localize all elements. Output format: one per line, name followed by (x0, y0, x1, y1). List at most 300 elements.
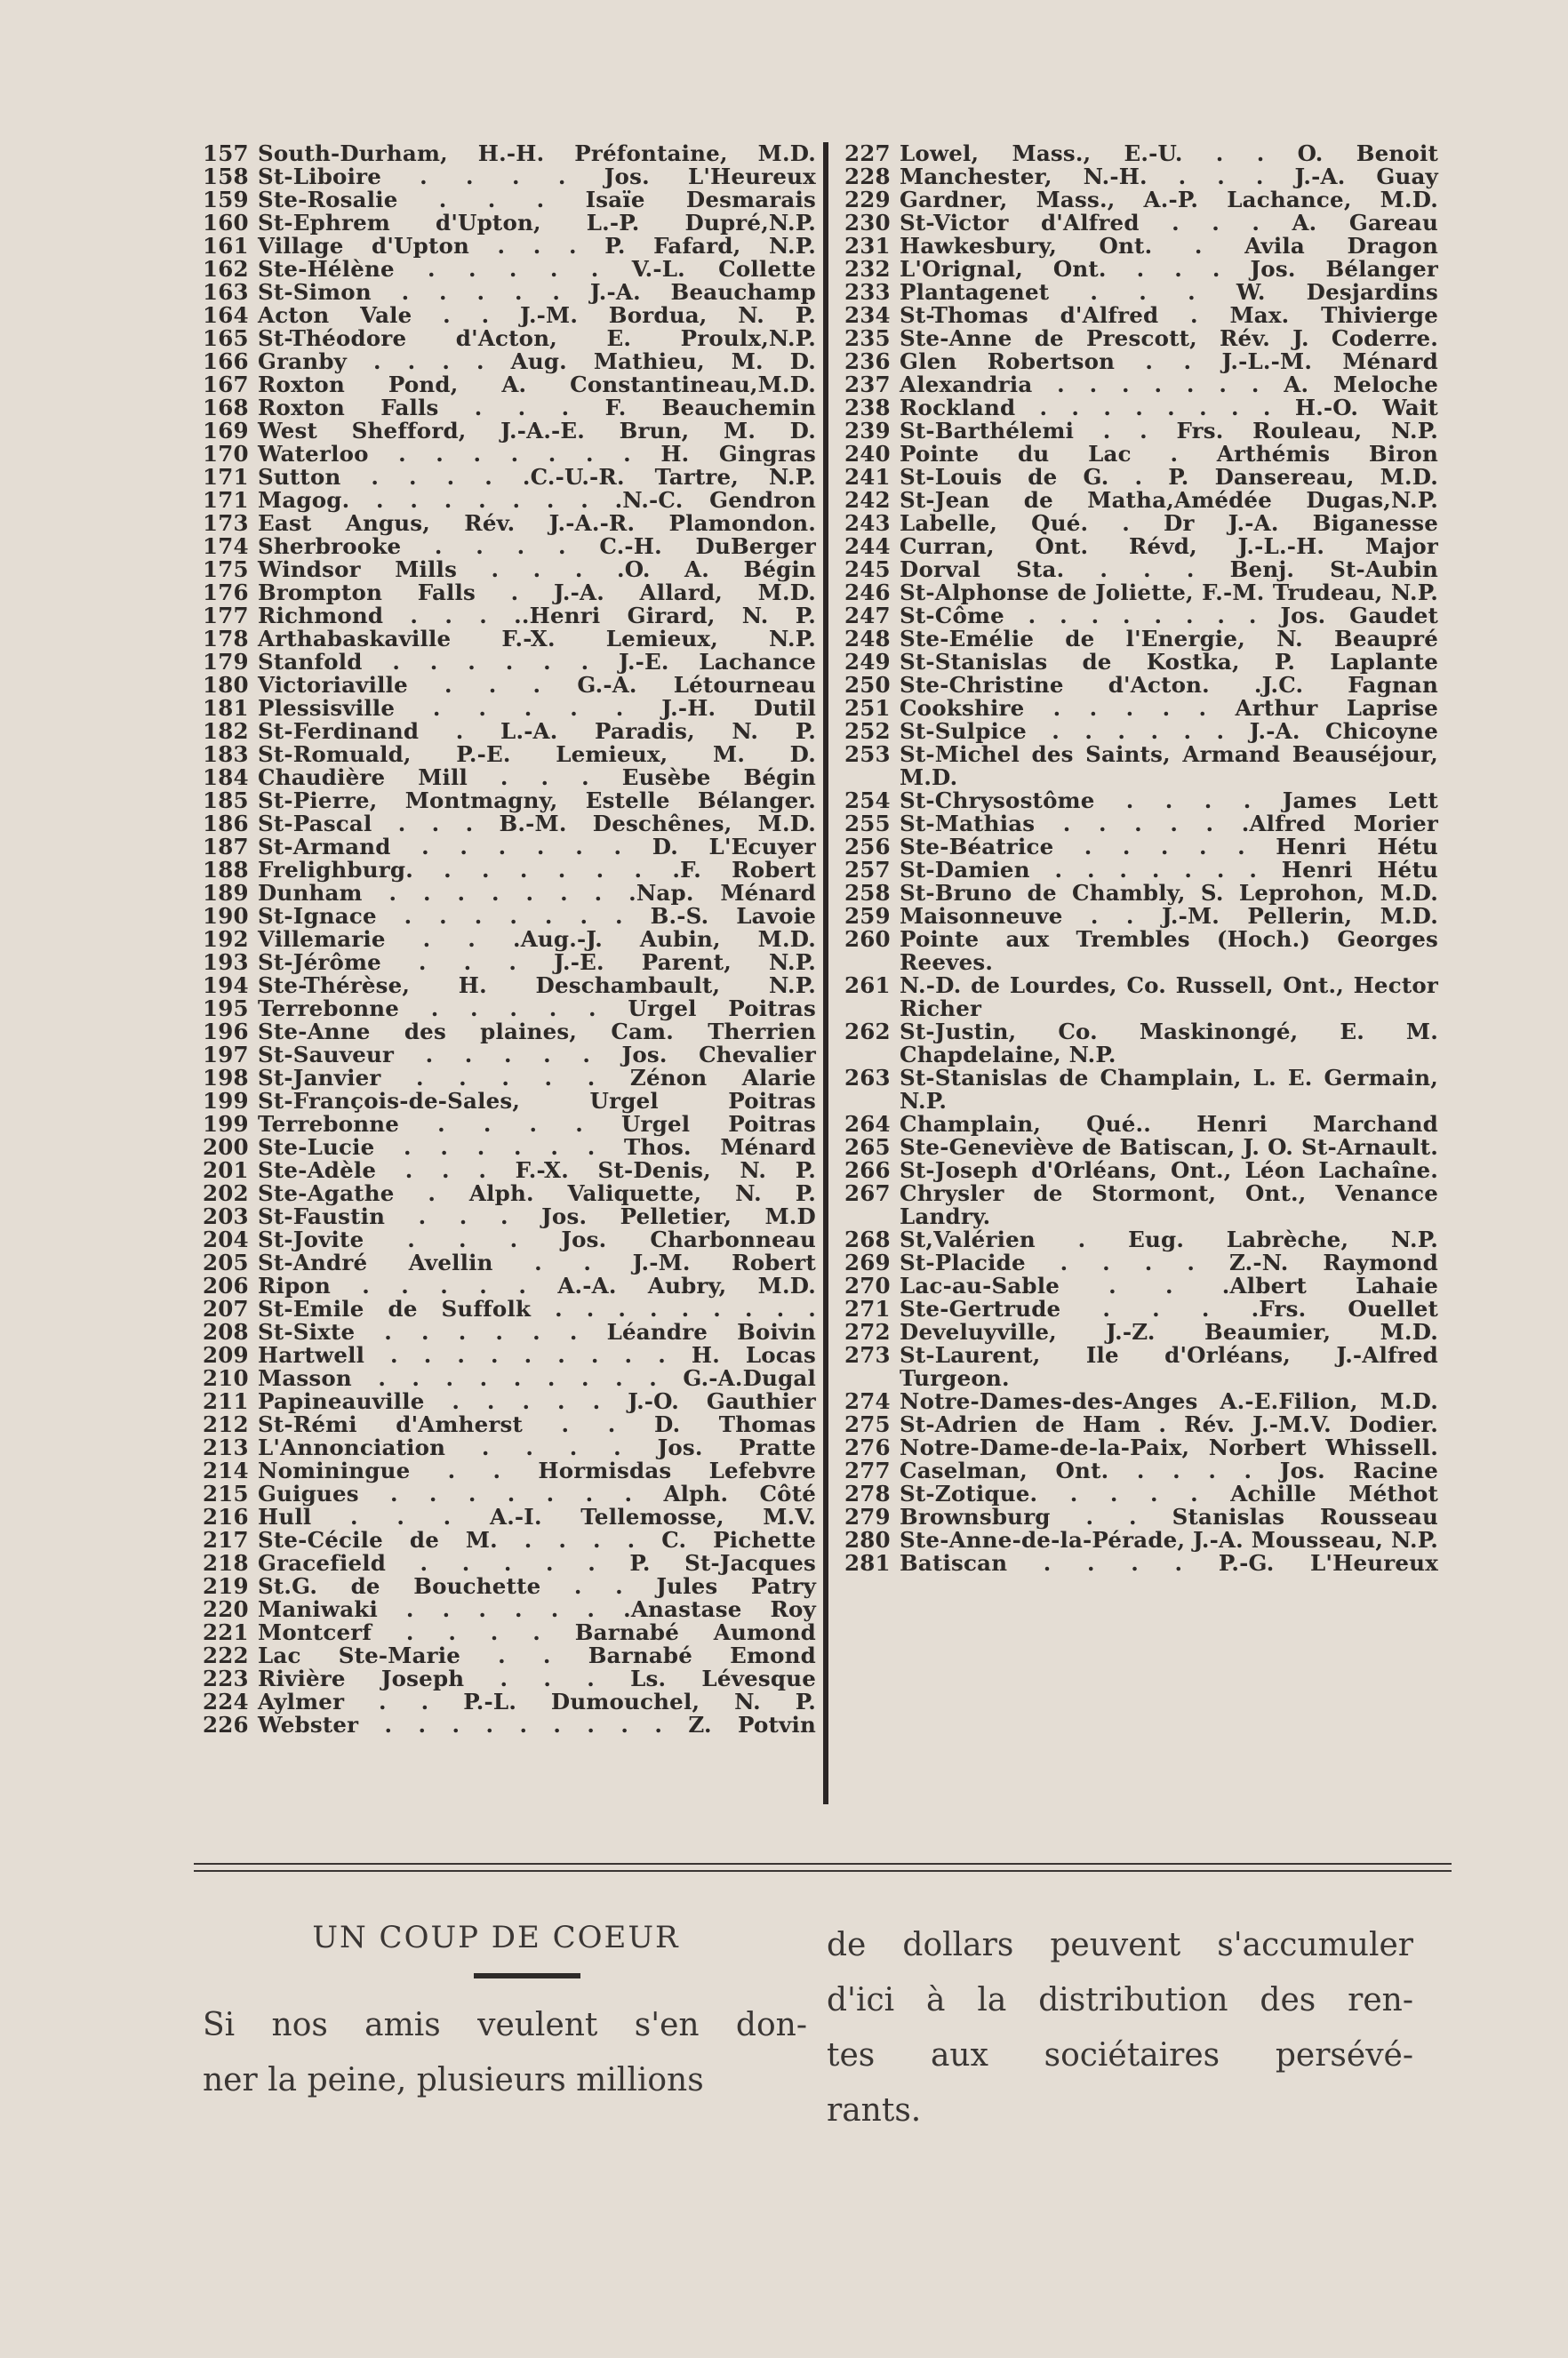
entry-number: 169 (203, 418, 249, 444)
entry-number: 175 (203, 556, 249, 582)
list-item (844, 142, 1438, 165)
entry-text: Ste-Anne des plaines, Cam. Therrien (258, 1019, 816, 1044)
list-item (203, 1182, 816, 1205)
entry-number: 222 (203, 1643, 249, 1668)
entry-number: 210 (203, 1365, 249, 1391)
entry-number: 277 (844, 1458, 891, 1483)
entry-text: Ste-Béatrice . . . . . Henri Hétu (900, 834, 1438, 859)
entry-number: 229 (844, 187, 891, 212)
entry-number: 159 (203, 187, 249, 212)
list-item (203, 905, 816, 928)
entry-number: 173 (203, 510, 249, 536)
list-item (844, 1136, 1438, 1159)
list-item (844, 1552, 1438, 1575)
entry-number: 278 (844, 1481, 891, 1507)
list-item (844, 1529, 1438, 1552)
horizontal-rule-top (194, 1863, 1452, 1865)
entry-text: Curran, Ont. Révd, J.-L.-H. Major (900, 533, 1438, 559)
entry-number: 183 (203, 741, 249, 767)
entry-number: 262 (844, 1019, 891, 1044)
entry-text: Hartwell . . . . . . . . . H. Locas (258, 1342, 816, 1368)
entry-number: 212 (203, 1411, 249, 1437)
entry-text: Champlain, Qué.. Henri Marchand (900, 1111, 1438, 1137)
list-item (844, 1275, 1438, 1298)
entry-text: N.-D. de Lourdes, Co. Russell, Ont., Hector Richer (900, 972, 1438, 1021)
entry-text: Ste-Emélie de l'Energie, N. Beaupré (900, 626, 1438, 651)
entry-text: Villemarie . . .Aug.-J. Aubin, M.D. (258, 926, 816, 952)
entry-number: 272 (844, 1319, 891, 1345)
entry-text: St-Thomas d'Alfred . Max. Thivierge (900, 302, 1438, 328)
entry-number: 190 (203, 903, 249, 929)
list-item (203, 1090, 816, 1113)
entry-text: St-Victor d'Alfred . . . A. Gareau (900, 210, 1438, 236)
list-item (844, 512, 1438, 535)
list-item (203, 1205, 816, 1228)
list-item (203, 1344, 816, 1367)
list-item (203, 974, 816, 997)
entry-number: 161 (203, 233, 249, 259)
list-item (203, 1275, 816, 1298)
entry-text: St-Ignace . . . . . . . B.-S. Lavoie (258, 903, 816, 929)
entry-number: 247 (844, 603, 891, 628)
entry-text: Acton Vale . . J.-M. Bordua, N. P. (258, 302, 816, 328)
entry-number: 209 (203, 1342, 249, 1368)
article-line: d'ici à la distribution des ren- (827, 1982, 1413, 2018)
entry-number: 223 (203, 1666, 249, 1691)
entry-number: 194 (203, 972, 249, 998)
entry-text: Alexandria . . . . . . . A. Meloche (900, 372, 1438, 397)
column-divider (823, 142, 828, 1804)
entry-text: St-Adrien de Ham . Rév. J.-M.V. Dodier. (900, 1411, 1438, 1437)
entry-number: 234 (844, 302, 891, 328)
entry-text: Glen Robertson . . J.-L.-M. Ménard (900, 348, 1438, 374)
list-item (844, 882, 1438, 905)
list-item (203, 997, 816, 1020)
entry-text: St-Mathias . . . . . .Alfred Morier (900, 811, 1438, 836)
entry-text: Montcerf . . . . Barnabé Aumond (258, 1619, 816, 1645)
list-item (203, 443, 816, 466)
list-item (844, 674, 1438, 697)
list-item (203, 1413, 816, 1436)
article-line: rants. (827, 2092, 922, 2129)
list-item (844, 1436, 1438, 1459)
entry-text: St-Sauveur . . . . . Jos. Chevalier (258, 1042, 816, 1067)
entry-number: 255 (844, 811, 891, 836)
list-item (844, 1390, 1438, 1413)
entry-text: St-Stanislas de Champlain, L. E. Germain, N.P. (900, 1065, 1438, 1114)
entry-text: Terrebonne . . . . Urgel Poitras (258, 1111, 816, 1137)
entry-number: 236 (844, 348, 891, 374)
entry-text: Brownsburg . . Stanislas Rousseau (900, 1504, 1438, 1530)
entry-number: 224 (203, 1689, 249, 1715)
entry-number: 187 (203, 834, 249, 859)
list-item (203, 1159, 816, 1182)
list-item (203, 928, 816, 951)
entry-number: 270 (844, 1273, 891, 1299)
list-item (844, 1413, 1438, 1436)
entry-number: 197 (203, 1042, 249, 1067)
entry-number: 232 (844, 256, 891, 282)
entry-number: 219 (203, 1573, 249, 1599)
entry-number: 200 (203, 1134, 249, 1160)
entry-text: Maisonneuve . . J.-M. Pellerin, M.D. (900, 903, 1438, 929)
entry-text: St-Liboire . . . . Jos. L'Heureux (258, 164, 816, 189)
entry-number: 206 (203, 1273, 249, 1299)
right-column-list (844, 142, 1438, 1575)
list-item (844, 558, 1438, 581)
entry-text: Magog. . . . . . . . .N.-C. Gendron (258, 487, 816, 513)
entry-number: 257 (844, 857, 891, 883)
article-paragraph-left (203, 1998, 807, 2108)
list-item (203, 235, 816, 258)
entry-number: 176 (203, 580, 249, 605)
entry-text: St-Romuald, P.-E. Lemieux, M. D. (258, 741, 816, 767)
entry-text: St-Faustin . . . Jos. Pelletier, M.D (258, 1203, 816, 1229)
entry-number: 250 (844, 672, 891, 698)
entry-number: 181 (203, 695, 249, 721)
list-item (203, 1367, 816, 1390)
entry-text: Sherbrooke . . . . C.-H. DuBerger (258, 533, 816, 559)
list-item (203, 835, 816, 859)
entry-number: 273 (844, 1342, 891, 1368)
entry-text: Granby . . . . Aug. Mathieu, M. D. (258, 348, 816, 374)
entry-number: 184 (203, 764, 249, 790)
entry-text: St-Alphonse de Joliette, F.-M. Trudeau, N.P. (900, 580, 1438, 605)
entry-number: 171 (203, 464, 249, 490)
entry-text: Chrysler de Stormont, Ont., Venance Landry. (900, 1180, 1438, 1229)
list-item (844, 581, 1438, 604)
entry-number: 244 (844, 533, 891, 559)
list-item (844, 1298, 1438, 1321)
entry-text: St-Placide . . . . Z.-N. Raymond (900, 1250, 1438, 1275)
entry-text: Hull . . . A.-I. Tellemosse, M.V. (258, 1504, 816, 1530)
entry-number: 246 (844, 580, 891, 605)
left-column-list (203, 142, 816, 1737)
entry-text: Ste-Agathe . Alph. Valiquette, N. P. (258, 1180, 816, 1206)
entry-text: St-Stanislas de Kostka, P. Laplante (900, 649, 1438, 675)
entry-text: Nominingue . . Hormisdas Lefebvre (258, 1458, 816, 1483)
list-item (203, 1621, 816, 1644)
entry-text: Sutton . . . . .C.-U.-R. Tartre, N.P. (258, 464, 816, 490)
entry-text: St-Côme . . . . . . . . Jos. Gaudet (900, 603, 1438, 628)
list-item (203, 1529, 816, 1552)
entry-number: 254 (844, 787, 891, 813)
entry-number: 243 (844, 510, 891, 536)
entry-text: Lac Ste-Marie . . Barnabé Emond (258, 1643, 816, 1668)
entry-number: 164 (203, 302, 249, 328)
list-item (203, 304, 816, 327)
entry-text: Ste-Anne-de-la-Pérade, J.-A. Mousseau, N.P. (900, 1527, 1438, 1553)
list-item (203, 165, 816, 188)
entry-number: 271 (844, 1296, 891, 1322)
entry-number: 216 (203, 1504, 249, 1530)
list-item (203, 1691, 816, 1714)
entry-number: 261 (844, 972, 891, 998)
list-item (844, 1113, 1438, 1136)
entry-text: Batiscan . . . . P.-G. L'Heureux (900, 1550, 1438, 1576)
entry-text: Notre-Dames-des-Anges A.-E.Filion, M.D. (900, 1388, 1438, 1414)
entry-text: St-Jean de Matha,Amédée Dugas,N.P. (900, 487, 1438, 513)
entry-text: St-Bruno de Chambly, S. Leprohon, M.D. (900, 880, 1438, 906)
list-item (203, 789, 816, 812)
entry-number: 204 (203, 1227, 249, 1252)
list-item (203, 651, 816, 674)
list-item (844, 1020, 1438, 1067)
entry-text: St-Ferdinand . L.-A. Paradis, N. P. (258, 718, 816, 744)
entry-number: 193 (203, 949, 249, 975)
entry-text: Frelighburg. . . . . . . .F. Robert (258, 857, 816, 883)
list-item (203, 1136, 816, 1159)
entry-number: 207 (203, 1296, 249, 1322)
list-item (203, 1598, 816, 1621)
entry-number: 218 (203, 1550, 249, 1576)
entry-number: 235 (844, 325, 891, 351)
entry-text: Roxton Falls . . . F. Beauchemin (258, 395, 816, 420)
entry-text: Stanfold . . . . . . J.-E. Lachance (258, 649, 816, 675)
entry-number: 208 (203, 1319, 249, 1345)
entry-text: Ste-Lucie . . . . . . Thos. Ménard (258, 1134, 816, 1160)
entry-number: 240 (844, 441, 891, 467)
entry-number: 166 (203, 348, 249, 374)
article-line: ner la peine, plusieurs millions (203, 2062, 704, 2098)
entry-text: St-Emile de Suffolk . . . . . . . . . (258, 1296, 816, 1322)
entry-text: St,Valérien . Eug. Labrèche, N.P. (900, 1227, 1438, 1252)
entry-number: 237 (844, 372, 891, 397)
entry-text: Cookshire . . . . . Arthur Laprise (900, 695, 1438, 721)
list-item (844, 1344, 1438, 1390)
entry-text: L'Annonciation . . . . Jos. Pratte (258, 1435, 816, 1460)
entry-text: Ste-Geneviève de Batiscan, J. O. St-Arnault. (900, 1134, 1438, 1160)
list-item (203, 604, 816, 627)
entry-text: Ste-Thérèse, H. Deschambault, N.P. (258, 972, 816, 998)
entry-number: 195 (203, 995, 249, 1021)
list-item (844, 789, 1438, 812)
entry-text: Ste-Cécile de M. . . . . C. Pichette (258, 1527, 816, 1553)
list-item (203, 281, 816, 304)
entry-number: 198 (203, 1065, 249, 1091)
entry-number: 163 (203, 279, 249, 305)
entry-number: 274 (844, 1388, 891, 1414)
list-item (844, 627, 1438, 651)
heading-dash (474, 1973, 580, 1978)
list-item (844, 165, 1438, 188)
list-item (203, 512, 816, 535)
entry-text: Aylmer . . P.-L. Dumouchel, N. P. (258, 1689, 816, 1715)
horizontal-rule-bottom (194, 1870, 1452, 1872)
entry-number: 238 (844, 395, 891, 420)
entry-number: 188 (203, 857, 249, 883)
list-item (844, 304, 1438, 327)
list-item (203, 350, 816, 373)
list-item (844, 812, 1438, 835)
entry-text: St-Justin, Co. Maskinongé, E. M. Chapdelaine, N.P. (900, 1019, 1438, 1067)
list-item (203, 1113, 816, 1136)
entry-number: 214 (203, 1458, 249, 1483)
entry-text: Labelle, Qué. . Dr J.-A. Biganesse (900, 510, 1438, 536)
entry-text: Ste-Gertrude . . . .Frs. Ouellet (900, 1296, 1438, 1322)
entry-text: St-Joseph d'Orléans, Ont., Léon Lachaîne. (900, 1157, 1438, 1183)
entry-text: St-Louis de G. . P. Dansereau, M.D. (900, 464, 1438, 490)
entry-number: 258 (844, 880, 891, 906)
list-item (203, 1321, 816, 1344)
entry-number: 260 (844, 926, 891, 952)
list-item (203, 1575, 816, 1598)
list-item (844, 466, 1438, 489)
entry-number: 157 (203, 140, 249, 166)
entry-text: Roxton Pond, A. Constantineau,M.D. (258, 372, 816, 397)
entry-number: 245 (844, 556, 891, 582)
list-item (203, 142, 816, 165)
list-item (203, 373, 816, 396)
list-item (203, 812, 816, 835)
list-item (203, 327, 816, 350)
list-item (203, 1298, 816, 1321)
entry-text: Ste-Adèle . . . F.-X. St-Denis, N. P. (258, 1157, 816, 1183)
entry-text: Victoriaville . . . G.-A. Létourneau (258, 672, 816, 698)
entry-text: St-Simon . . . . . J.-A. Beauchamp (258, 279, 816, 305)
entry-number: 199 (203, 1111, 249, 1137)
article-heading: UN COUP DE COEUR (312, 1920, 680, 1955)
entry-number: 170 (203, 441, 249, 467)
entry-text: St-Zotique. . . . . Achille Méthot (900, 1481, 1438, 1507)
article-line: Si nos amis veulent s'en don- (203, 2007, 807, 2043)
entry-text: Ste-Anne de Prescott, Rév. J. Coderre. (900, 325, 1438, 351)
entry-text: Develuyville, J.-Z. Beaumier, M.D. (900, 1319, 1438, 1345)
list-item (203, 420, 816, 443)
entry-text: Notre-Dame-de-la-Paix, Norbert Whissell. (900, 1435, 1438, 1460)
entry-number: 265 (844, 1134, 891, 1160)
entry-text: St-Janvier . . . . . Zénon Alarie (258, 1065, 816, 1091)
entry-number: 213 (203, 1435, 249, 1460)
entry-text: St-Pascal . . . B.-M. Deschênes, M.D. (258, 811, 816, 836)
entry-text: Dorval Sta. . . . Benj. St-Aubin (900, 556, 1438, 582)
entry-number: 252 (844, 718, 891, 744)
list-item (844, 373, 1438, 396)
entry-text: Windsor Mills . . . .O. A. Bégin (258, 556, 816, 582)
list-item (203, 1667, 816, 1691)
entry-text: Dunham . . . . . . . .Nap. Ménard (258, 880, 816, 906)
entry-number: 267 (844, 1180, 891, 1206)
list-item (203, 1552, 816, 1575)
list-item (844, 651, 1438, 674)
list-item (844, 235, 1438, 258)
entry-text: Gardner, Mass., A.-P. Lachance, M.D. (900, 187, 1438, 212)
entry-number: 201 (203, 1157, 249, 1183)
list-item (203, 258, 816, 281)
list-item (844, 350, 1438, 373)
entry-text: Village d'Upton . . . P. Fafard, N.P. (258, 233, 816, 259)
entry-text: Hawkesbury, Ont. . Avila Dragon (900, 233, 1438, 259)
entry-text: St-Jovite . . . Jos. Charbonneau (258, 1227, 816, 1252)
list-item (203, 489, 816, 512)
entry-text: Ste-Hélène . . . . . V.-L. Collette (258, 256, 816, 282)
entry-number: 281 (844, 1550, 891, 1576)
entry-number: 202 (203, 1180, 249, 1206)
entry-text: Richmond . . . ..Henri Girard, N. P. (258, 603, 816, 628)
list-item (844, 281, 1438, 304)
entry-text: East Angus, Rév. J.-A.-R. Plamondon. (258, 510, 816, 536)
list-item (203, 1043, 816, 1067)
list-item (203, 859, 816, 882)
list-item (203, 558, 816, 581)
list-item (203, 766, 816, 789)
entry-text: St-Armand . . . . . . D. L'Ecuyer (258, 834, 816, 859)
list-item (844, 905, 1438, 928)
entry-text: Guigues . . . . . . . Alph. Côté (258, 1481, 816, 1507)
entry-text: Ste-Christine d'Acton. .J.C. Fagnan (900, 672, 1438, 698)
entry-number: 263 (844, 1065, 891, 1091)
entry-number: 227 (844, 140, 891, 166)
list-item (203, 1714, 816, 1737)
entry-text: Rockland . . . . . . . . H.-O. Wait (900, 395, 1438, 420)
list-item (844, 1459, 1438, 1483)
entry-number: 196 (203, 1019, 249, 1044)
entry-number: 233 (844, 279, 891, 305)
list-item (844, 1228, 1438, 1251)
entry-number: 174 (203, 533, 249, 559)
list-item (203, 1020, 816, 1043)
list-item (844, 1321, 1438, 1344)
entry-text: Pointe du Lac . Arthémis Biron (900, 441, 1438, 467)
entry-number: 228 (844, 164, 891, 189)
entry-number: 179 (203, 649, 249, 675)
entry-number: 259 (844, 903, 891, 929)
entry-text: St.G. de Bouchette . . Jules Patry (258, 1573, 816, 1599)
entry-number: 160 (203, 210, 249, 236)
entry-text: Caselman, Ont. . . . . Jos. Racine (900, 1458, 1438, 1483)
entry-number: 203 (203, 1203, 249, 1229)
list-item (844, 420, 1438, 443)
entry-text: St-Barthélemi . . Frs. Rouleau, N.P. (900, 418, 1438, 444)
entry-number: 276 (844, 1435, 891, 1460)
entry-number: 182 (203, 718, 249, 744)
entry-number: 231 (844, 233, 891, 259)
list-item (203, 396, 816, 420)
entry-text: St-Sixte . . . . . . Léandre Boivin (258, 1319, 816, 1345)
list-item (844, 1182, 1438, 1228)
entry-number: 165 (203, 325, 249, 351)
entry-text: Papineauville . . . . . J.-O. Gauthier (258, 1388, 816, 1414)
entry-number: 256 (844, 834, 891, 859)
list-item (203, 743, 816, 766)
entry-number: 177 (203, 603, 249, 628)
entry-text: Arthabaskaville F.-X. Lemieux, N.P. (258, 626, 816, 651)
entry-number: 192 (203, 926, 249, 952)
entry-text: Waterloo . . . . . . . H. Gingras (258, 441, 816, 467)
entry-text: St-Sulpice . . . . . . J.-A. Chicoyne (900, 718, 1438, 744)
article-line: de dollars peuvent s'accumuler (827, 1927, 1413, 1963)
entry-number: 275 (844, 1411, 891, 1437)
list-item (844, 1483, 1438, 1506)
list-item (844, 443, 1438, 466)
list-item (844, 928, 1438, 974)
entry-text: St-Damien . . . . . . . Henri Hétu (900, 857, 1438, 883)
list-item (844, 1251, 1438, 1275)
list-item (844, 974, 1438, 1020)
list-item (203, 535, 816, 558)
entry-number: 248 (844, 626, 891, 651)
list-item (203, 212, 816, 235)
entry-number: 249 (844, 649, 891, 675)
entry-number: 220 (203, 1596, 249, 1622)
entry-text: Lowel, Mass., E.-U. . . O. Benoit (900, 140, 1438, 166)
list-item (203, 627, 816, 651)
entry-text: Manchester, N.-H. . . . J.-A. Guay (900, 164, 1438, 189)
entry-number: 162 (203, 256, 249, 282)
entry-text: Maniwaki . . . . . . .Anastase Roy (258, 1596, 816, 1622)
entry-text: Pointe aux Trembles (Hoch.) Georges Reeves. (900, 926, 1438, 975)
article-right (827, 1918, 1413, 2138)
